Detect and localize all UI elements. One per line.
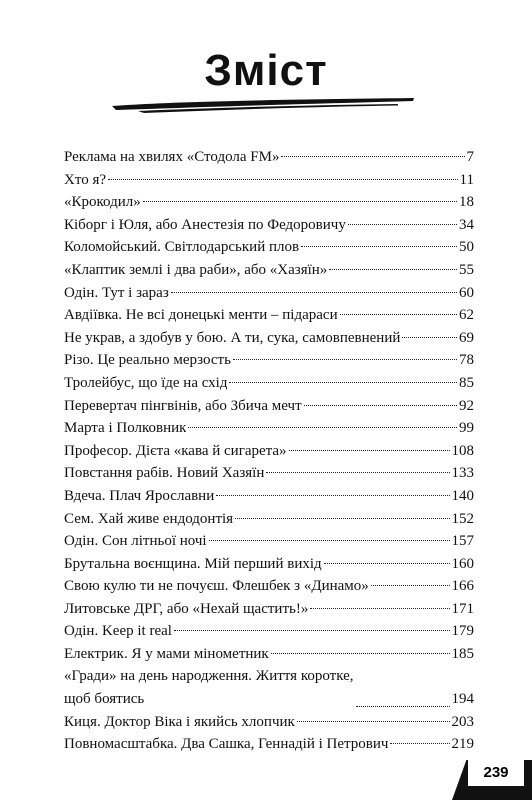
toc-entry-page: 60 bbox=[459, 284, 474, 301]
toc-entry bbox=[64, 440, 474, 463]
toc-entry bbox=[64, 146, 474, 169]
toc-entry-title: Повномасштабка. Два Сашка, Геннадій і Петрович bbox=[64, 736, 389, 753]
toc-entry bbox=[64, 575, 474, 598]
toc-entry-page: 18 bbox=[459, 194, 474, 211]
toc-entry-page: 55 bbox=[459, 261, 474, 278]
toc-entry bbox=[64, 553, 474, 576]
dot-leader bbox=[390, 743, 449, 744]
dot-leader bbox=[289, 450, 450, 451]
dot-leader bbox=[329, 269, 457, 270]
toc-entry bbox=[64, 259, 474, 282]
toc-entry bbox=[64, 395, 474, 418]
dot-leader bbox=[108, 179, 458, 180]
dot-leader bbox=[304, 405, 457, 406]
toc-entry bbox=[64, 417, 474, 440]
toc-entry bbox=[64, 508, 474, 531]
toc-entry-title: Перевертач пінгвінів, або Збича мечт bbox=[64, 397, 302, 414]
toc-entry-page: 50 bbox=[459, 239, 474, 256]
toc-entry-title: «Крокодил» bbox=[64, 194, 141, 211]
toc-entry-page: 99 bbox=[459, 420, 474, 437]
toc-entry bbox=[64, 236, 474, 259]
toc-entry bbox=[64, 169, 474, 192]
toc-entry-page: 11 bbox=[459, 171, 474, 188]
toc-entry-title: Вдеча. Плач Ярославни bbox=[64, 487, 215, 504]
toc-entry-title: Не украв, а здобув у бою. А ти, сука, самовпевнений bbox=[64, 329, 401, 346]
dot-leader bbox=[301, 246, 457, 247]
dot-leader bbox=[324, 563, 450, 564]
dot-leader bbox=[143, 201, 457, 202]
dot-leader bbox=[371, 585, 450, 586]
toc-entry-page: 179 bbox=[451, 623, 474, 640]
brush-underline bbox=[108, 92, 418, 116]
toc-entry-page: 152 bbox=[451, 510, 474, 527]
toc-entry-title: Одін. Тут і зараз bbox=[64, 284, 169, 301]
toc-entry-page: 194 bbox=[451, 691, 474, 708]
toc-entry-title: Одін. Keep it real bbox=[64, 623, 172, 640]
toc-entry-title: Авдіївка. Не всі донецькі менти – підараси bbox=[64, 307, 338, 324]
toc-entry bbox=[64, 733, 474, 756]
toc-entry-page: 62 bbox=[459, 307, 474, 324]
toc-entry bbox=[64, 462, 474, 485]
toc-entry bbox=[64, 598, 474, 621]
dot-leader bbox=[266, 472, 449, 473]
toc-entry-title: Сем. Хай живе ендодонтія bbox=[64, 510, 234, 527]
toc-entry-title: Марта і Полковник bbox=[64, 420, 187, 437]
toc-entry bbox=[64, 711, 474, 734]
toc-entry-page: 78 bbox=[459, 352, 474, 369]
toc-entry-page: 160 bbox=[451, 555, 474, 572]
dot-leader bbox=[209, 540, 450, 541]
dot-leader bbox=[216, 495, 449, 496]
toc-entry bbox=[64, 327, 474, 350]
dot-leader bbox=[171, 292, 457, 293]
toc-entry bbox=[64, 372, 474, 395]
toc-entry-page: 133 bbox=[451, 465, 474, 482]
toc-entry-page: 34 bbox=[459, 216, 474, 233]
toc-entry-title: Професор. Дієта «кава й сигарета» bbox=[64, 442, 287, 459]
toc-entry-title: Електрик. Я у мами мінометник bbox=[64, 646, 269, 663]
dot-leader bbox=[235, 518, 449, 519]
dot-leader bbox=[402, 337, 457, 338]
dot-leader bbox=[233, 359, 457, 360]
toc-entry-title: Одін. Сон літньої ночі bbox=[64, 533, 207, 550]
toc-entry-page: 140 bbox=[451, 487, 474, 504]
toc-entry-title: Литовське ДРГ, або «Нехай щастить!» bbox=[64, 600, 309, 617]
toc-entry bbox=[64, 191, 474, 214]
toc-entry-page: 157 bbox=[451, 533, 474, 550]
toc-entry-page: 69 bbox=[459, 329, 474, 346]
toc-entry-title: Реклама на хвилях «Стодола FM» bbox=[64, 149, 280, 165]
toc-entry bbox=[64, 530, 474, 553]
page-title: Зміст bbox=[204, 46, 328, 95]
toc-entry bbox=[64, 304, 474, 327]
dot-leader bbox=[340, 314, 457, 315]
toc-entry-title-line: щоб боятись bbox=[64, 691, 145, 708]
toc-entry-title bbox=[64, 665, 354, 710]
table-of-contents bbox=[64, 146, 474, 756]
toc-entry-page: 108 bbox=[451, 442, 474, 459]
toc-entry-page: 185 bbox=[451, 646, 474, 663]
dot-leader bbox=[281, 156, 464, 157]
toc-entry-title: Свою кулю ти не почуєш. Флешбек з «Динамо» bbox=[64, 578, 369, 595]
dot-leader bbox=[188, 427, 457, 428]
toc-entry-title: Коломойський. Світлодарський плов bbox=[64, 239, 300, 256]
toc-entry-page: 7 bbox=[466, 149, 474, 165]
toc-entry bbox=[64, 666, 474, 711]
dot-leader bbox=[174, 630, 450, 631]
toc-entry-page: 219 bbox=[451, 736, 474, 753]
toc-entry bbox=[64, 349, 474, 372]
toc-entry-page: 166 bbox=[451, 578, 474, 595]
dot-leader bbox=[297, 721, 450, 722]
toc-entry-title: Киця. Доктор Віка і якийсь хлопчик bbox=[64, 713, 295, 730]
page-number: 239 bbox=[468, 760, 524, 786]
toc-entry-title: Повстання рабів. Новий Хазяїн bbox=[64, 465, 265, 482]
toc-entry bbox=[64, 214, 474, 237]
toc-entry bbox=[64, 620, 474, 643]
toc-entry bbox=[64, 485, 474, 508]
toc-entry-title: Кіборг і Юля, або Анестезія по Федоровичу bbox=[64, 216, 346, 233]
toc-entry bbox=[64, 282, 474, 305]
toc-entry-title: Тролейбус, що їде на схід bbox=[64, 374, 228, 391]
toc-entry-title: Різо. Це реально мерзость bbox=[64, 352, 231, 369]
toc-entry-title-line: «Гради» на день народження. Життя коротке, bbox=[64, 668, 354, 685]
dot-leader bbox=[310, 608, 449, 609]
toc-entry bbox=[64, 643, 474, 666]
toc-entry-page: 92 bbox=[459, 397, 474, 414]
dot-leader bbox=[229, 382, 457, 383]
toc-entry-page: 85 bbox=[459, 374, 474, 391]
toc-entry-page: 203 bbox=[451, 713, 474, 730]
dot-leader bbox=[356, 706, 450, 707]
dot-leader bbox=[348, 224, 457, 225]
dot-leader bbox=[271, 653, 450, 654]
toc-entry-title: «Клаптик землі і два раби», або «Хазяїн» bbox=[64, 261, 328, 278]
toc-entry-title: Брутальна воєнщина. Мій перший вихід bbox=[64, 555, 322, 572]
toc-entry-page: 171 bbox=[451, 600, 474, 617]
toc-entry-title: Хто я? bbox=[64, 171, 106, 188]
